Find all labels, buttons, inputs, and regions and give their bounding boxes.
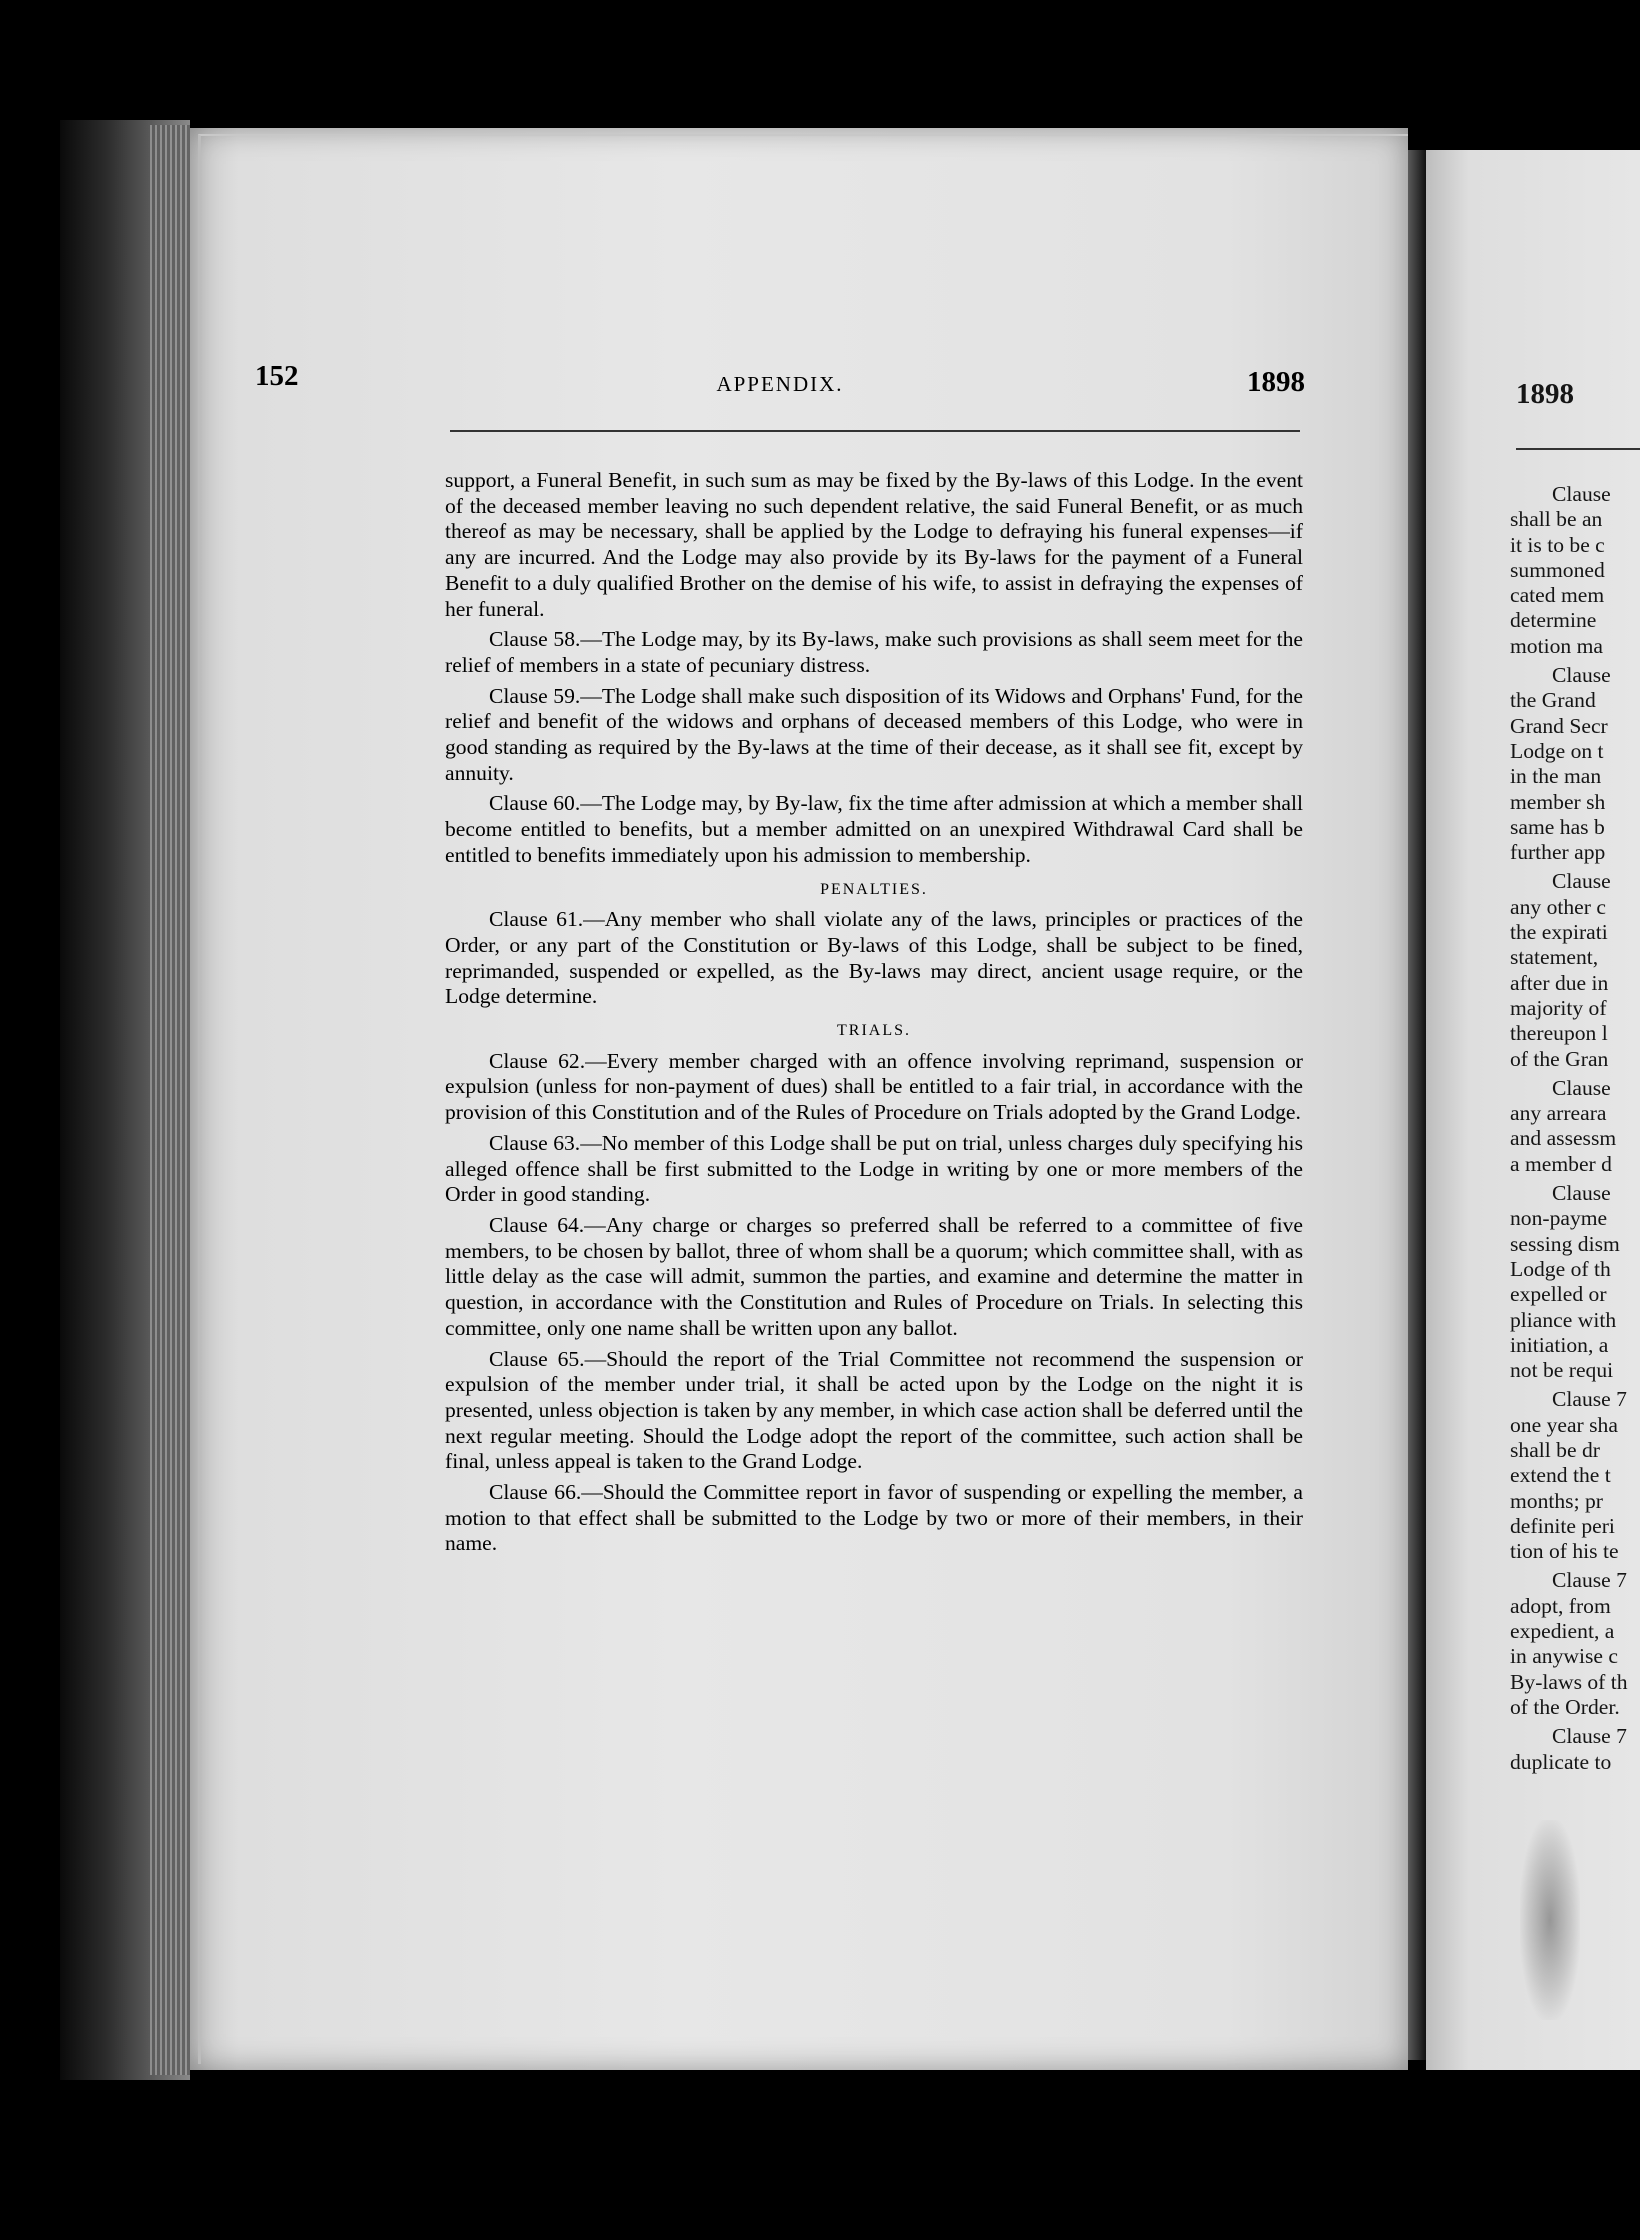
next-page-line: Lodge on t [1510,738,1604,763]
next-page-line: thereupon l [1510,1021,1608,1046]
next-page-line: Clause [1552,1181,1611,1206]
clause-paragraph: Clause 66.—Should the Committee report in favor of suspending or expelling the member, a motion to that effect shall be submitted to the Lodge by two or more of their members, in their name. [445,1480,1303,1556]
clause-paragraph: Clause 60.—The Lodge may, by By-law, fix the time after admission at which a member shall become entitled to benefits, but a member admitted on an unexpired Withdrawal Card shall be entitled to benefits immediately upon his admission to membership. [445,791,1303,867]
next-page-line: any arreara [1510,1101,1607,1126]
next-page-line: Clause [1552,1075,1611,1100]
body-text [445,468,1303,1557]
next-page-line: Clause [1552,663,1611,688]
clause-paragraph: Clause 64.—Any charge or charges so preferred shall be referred to a committee of five members, to be chosen by ballot, three of whom shall be a quorum; which committee shall, with as little delay as the case will admit, summon the parties, and examine and determine the matter in question, in accordance with the Constitution and Rules of Procedure on Trials. In selecting this committee, only one name shall be written upon any ballot. [445,1212,1303,1340]
book-gutter [1408,150,1426,2060]
next-page-rule [1516,448,1640,450]
clause-paragraph: Clause 63.—No member of this Lodge shall be put on trial, unless charges duly specifying his alleged offence shall be first submitted to the Lodge in writing by one or more members of the Order in good standing. [445,1130,1303,1207]
next-page-line: summoned [1510,557,1605,582]
page-edges [150,125,190,2075]
next-page-line: any other c [1510,894,1606,919]
next-page-line: Clause [1552,482,1611,506]
next-page-year: 1898 [1516,378,1574,410]
next-page-line: initiation, a [1510,1332,1609,1357]
paragraph: support, a Funeral Benefit, in such sum as may be fixed by the By-laws of this Lodge. In the event of the deceased member leaving no such dependent relative, the said Funeral Benefit, or as much thereof as may be necessary, shall be applied by the Lodge to defraying his funeral expenses—if any are incurred. And the Lodge may also provide by its By-laws for the payment of a Funeral Benefit to a duly qualified Brother on the demise of his wife, to assist in defraying the expenses of her funeral. [445,468,1303,621]
next-page-line: one year sha [1510,1412,1618,1437]
page-number: 152 [255,360,299,392]
next-page-line: majority of [1510,995,1607,1020]
header-rule [450,430,1300,432]
next-page-line: the expirati [1510,920,1608,945]
section-heading: PENALTIES. [820,880,928,898]
next-page-line: By-laws of th [1510,1669,1628,1694]
next-page-line: expelled or [1510,1282,1607,1307]
clause-paragraph: Clause 65.—Should the report of the Trial Committee not recommend the suspension or expulsion of the member under trial, it shall be acted upon by the Lodge on the night it is presented, unless objection is taken by any member, in which case action shall be deferred until the next regular meeting. Should the Lodge adopt the report of the committee, such action shall be final, unless appeal is taken to the Grand Lodge. [445,1346,1303,1474]
next-page-line: cated mem [1510,583,1605,608]
next-page-line: motion ma [1510,633,1603,658]
next-page-line: of the Gran [1510,1046,1609,1071]
clause-paragraph: Clause 58.—The Lodge may, by its By-laws, make such provisions as shall seem meet for the relief of members in a state of pecuniary distress. [445,627,1303,677]
page-stain [1520,1820,1580,2020]
right-page-fragment [1426,150,1640,2070]
next-page-line: expedient, a [1510,1619,1615,1644]
next-page-line: extend the t [1510,1463,1611,1488]
next-page-line: Clause 7 [1552,1568,1627,1593]
next-page-line: shall be an [1510,507,1603,532]
next-page-line: months; pr [1510,1488,1603,1513]
next-page-line: pliance with [1510,1307,1617,1332]
next-page-line: Grand Secr [1510,713,1608,738]
next-page-line: in the man [1510,764,1602,789]
next-page-line: definite peri [1510,1513,1615,1538]
next-page-line: statement, [1510,945,1599,970]
running-head: APPENDIX. [716,372,844,396]
next-page-line: tion of his te [1510,1539,1619,1564]
header-year: 1898 [1247,366,1305,398]
next-page-line: adopt, from [1510,1593,1611,1618]
page-header [255,360,1305,410]
next-page-line: and assessm [1510,1126,1617,1151]
next-page-line: in anywise c [1510,1644,1618,1669]
next-page-line: Lodge of th [1510,1256,1611,1281]
next-page-line: non-payme [1510,1206,1608,1231]
next-page-line: shall be dr [1510,1437,1600,1462]
clause-paragraph: Clause 62.—Every member charged with an offence involving reprimand, suspension or expulsion (unless for non-payment of dues) shall be entitled to a fair trial, in accordance with the provision of this Constitution and of the Rules of Procedure on Trials adopted by the Grand Lodge. [445,1048,1303,1125]
next-page-line: duplicate to [1510,1749,1612,1774]
next-page-line: further app [1510,840,1606,865]
next-page-line: a member d [1510,1151,1612,1176]
next-page-line: Clause 7 [1552,1387,1627,1412]
next-page-line: of the Order. [1510,1694,1620,1719]
next-page-line: the Grand [1510,688,1596,713]
section-heading: TRIALS. [837,1022,911,1040]
next-page-line: not be requi [1510,1358,1614,1383]
next-page-line: same has b [1510,814,1605,839]
next-page-line: after due in [1510,970,1609,995]
next-page-line: Clause [1552,869,1611,894]
next-page-line: sessing dism [1510,1231,1620,1256]
clause-paragraph: Clause 61.—Any member who shall violate any of the laws, principles or practices of the Order, or any part of the Constitution or By-laws of this Lodge, shall be subject to be fined, reprimanded, suspended or expelled, as the By-laws may direct, ancient usage require, or the Lodge determine. [445,907,1303,1009]
next-page-line: Clause 7 [1552,1724,1627,1749]
next-page-text [1510,478,1640,1775]
clause-paragraph: Clause 59.—The Lodge shall make such disposition of its Widows and Orphans' Fund, for the relief and benefit of the widows and orphans of deceased members of this Lodge, who were in good standing as required by the By-laws at the time of their decease, as it shall see fit, except by annuity. [445,683,1303,785]
next-page-line: it is to be c [1510,532,1605,557]
next-page-line: member sh [1510,789,1606,814]
next-page-line: determine [1510,608,1597,633]
